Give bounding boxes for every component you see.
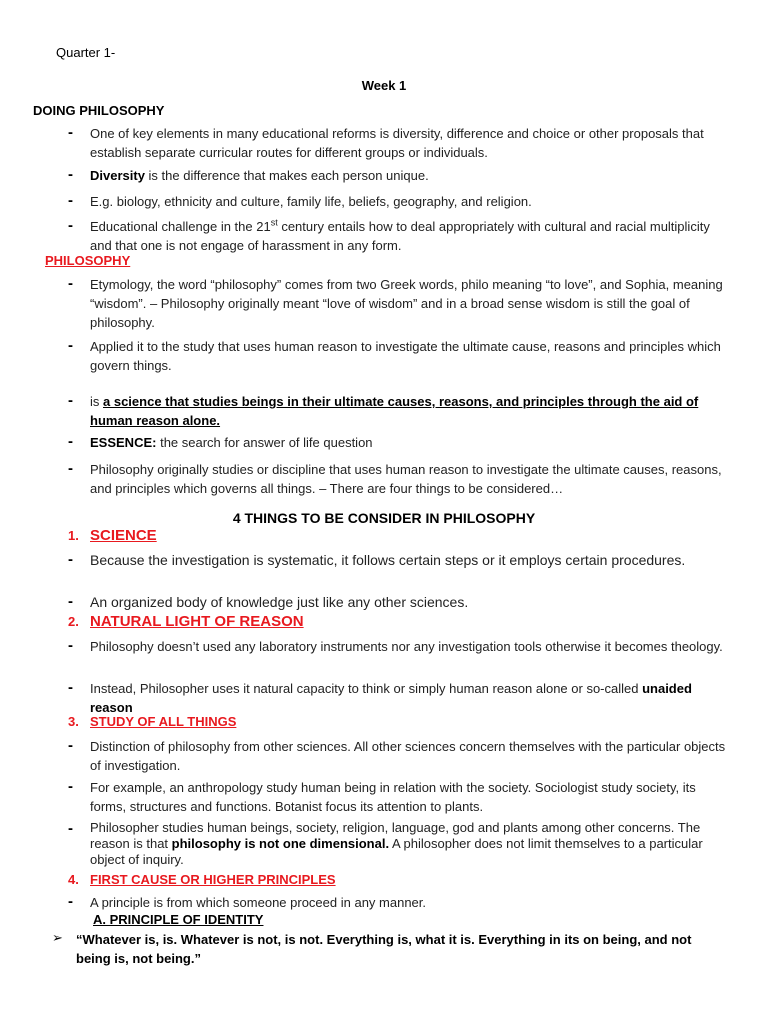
bullet-text: E.g. biology, ethnicity and culture, family life, beliefs, geography, and religion. [90,194,532,209]
bullet-text: is a science that studies beings in their ultimate causes, reasons, and principles through the aid of human reason alone. [90,394,699,428]
bullet-text: A principle is from which someone proceed in any manner. [90,895,427,910]
dash-bullet: - [68,192,73,209]
bullet-text: One of key elements in many educational reforms is diversity, difference and choice or other proposals that establish separate curricular routes for different groups or individuals. [90,126,704,160]
dash-bullet: - [68,893,73,910]
dash-bullet: - [68,679,73,696]
four-things-heading: 4 THINGS TO BE CONSIDER IN PHILOSOPHY [232,510,536,526]
bullet-text: ESSENCE: the search for answer of life question [90,435,373,450]
list-item [68,679,728,717]
bullet-text: An organized body of knowledge just like any other sciences. [90,594,469,610]
list-item [68,551,728,570]
bullet-text: Philosophy originally studies or discipline that uses human reason to investigate the ultimate causes, reasons, and principles which governs all things. – There are four things to be considered… [90,462,722,496]
list-item [68,820,728,868]
dash-bullet: - [68,337,73,354]
bullet-text: Educational challenge in the 21st century entails how to deal appropriately with cultural and racial multiplicity and that one is not engage of harassment in any form. [90,217,710,253]
definition-underlined: a science that studies beings in their ultimate causes, reasons, and principles through the aid of human reason alone. [90,394,699,428]
dash-bullet: - [68,275,73,292]
dash-bullet: - [68,551,73,568]
week-title: Week 1 [361,78,407,93]
list-item [68,593,728,612]
quarter-label: Quarter 1- [56,45,116,60]
dash-bullet: - [68,460,73,477]
dash-bullet: - [68,637,73,654]
section-1-heading: 1. SCIENCE [68,527,157,544]
list-item [68,166,728,185]
quote-item [52,930,722,968]
list-item [68,337,728,375]
section-2-heading: 2. NATURAL LIGHT OF REASON [68,613,304,630]
dash-bullet: - [68,124,73,141]
dash-bullet: - [68,778,73,795]
arrow-bullet-icon: ➢ [52,930,63,945]
bullet-text: For example, an anthropology study human being in relation with the society. Sociologist study society, its forms, structures and functions. Botanist focus its attention to plants. [90,780,696,814]
section-4-heading: 4. FIRST CAUSE OR HIGHER PRINCIPLES [68,872,336,887]
bullet-text: Because the investigation is systematic, it follows certain steps or it employs certain procedures. [90,552,686,568]
list-item [68,124,728,162]
dash-bullet: - [68,737,73,754]
bullet-text: Instead, Philosopher uses it natural capacity to think or simply human reason alone or so-called unaided reason [90,681,692,715]
philosophy-heading: PHILOSOPHY [45,253,131,268]
principle-of-identity-heading: A. PRINCIPLE OF IDENTITY [93,912,264,927]
dash-bullet: - [68,217,73,234]
list-item [68,893,728,912]
dash-bullet: - [68,593,73,610]
list-item [68,433,728,452]
list-item [68,460,728,498]
list-item [68,778,728,816]
bullet-text: Diversity is the difference that makes each person unique. [90,168,429,183]
list-item [68,637,728,656]
list-item [68,217,728,255]
list-item [68,192,728,211]
bullet-text: Applied it to the study that uses human reason to investigate the ultimate cause, reasons and principles which govern things. [90,339,721,373]
list-item [68,392,728,430]
section-3-heading: 3. STUDY OF ALL THINGS [68,714,237,729]
bullet-text: Philosophy doesn’t used any laboratory instruments nor any investigation tools otherwise it becomes theology. [90,639,723,654]
dash-bullet: - [68,820,73,837]
dash-bullet: - [68,433,73,450]
identity-quote: “Whatever is, is. Whatever is not, is not. Everything is, what it is. Everything in its on being, and not being is, not being.” [76,932,692,966]
bullet-text: Distinction of philosophy from other sciences. All other sciences concern themselves with the particular objects of investigation. [90,739,726,773]
list-item [68,275,728,332]
list-item [68,737,728,775]
dash-bullet: - [68,392,73,409]
doing-philosophy-heading: DOING PHILOSOPHY [33,103,165,118]
bullet-text: Etymology, the word “philosophy” comes from two Greek words, philo meaning “to love”, and Sophia, meaning “wisdom”. – Philosophy originally meant “love of wisdom” and in a broad sense wisdom is still the goal of philosophy. [90,277,723,330]
dash-bullet: - [68,166,73,183]
bullet-text: Philosopher studies human beings, society, religion, language, god and plants among other concerns. The reason is that philosophy is not one dimensional. A philosopher does not limit themselves to a particular object of inquiry. [90,820,703,867]
